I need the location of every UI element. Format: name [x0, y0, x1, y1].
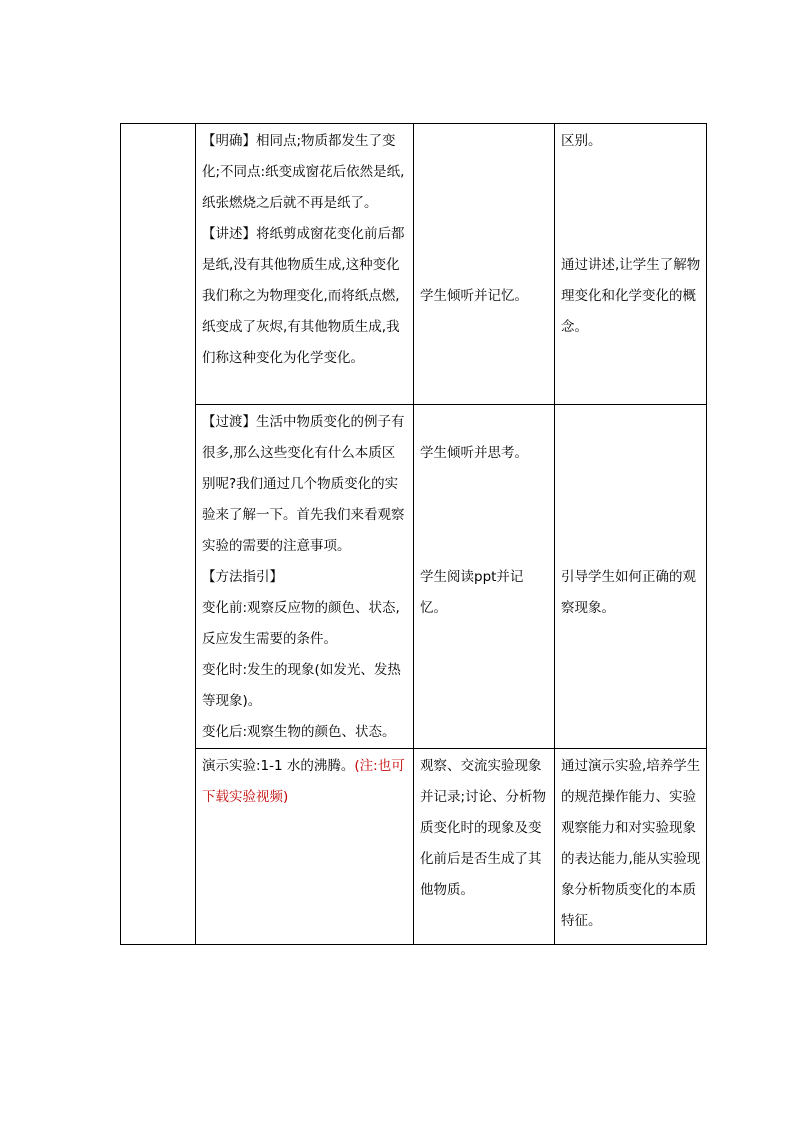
student-text: 观察、交流实验现象并记录;讨论、分析物质变化时的现象及变化前后是否生成了其他物质。 [420, 758, 547, 898]
demo-experiment-text: 演示实验:1-1 水的沸腾。 [202, 758, 355, 774]
design-intent-cell [555, 749, 707, 945]
teacher-text: 【讲述】将纸剪成窗花变化前后都是纸,没有其他物质生成,这种变化我们称之为物理变化,而将纸点燃,纸变成了灰烬,有其他物质生成,我们称这种变化为化学变化。 [202, 226, 405, 366]
teacher-text: 【过渡】生活中物质变化的例子有很多,那么这些变化有什么本质区别呢?我们通过几个物质变化的实验来了解一下。首先我们来看观察实验的需要的注意事项。 [202, 414, 405, 554]
table-row [121, 124, 707, 405]
student-text: 学生阅读ppt并记忆。 [420, 569, 524, 616]
teacher-activity-cell [196, 405, 414, 749]
note-text: (注:也可下载实验视频) [202, 758, 405, 805]
student-activity-cell [414, 405, 555, 749]
teacher-text: 【明确】相同点;物质都发生了变化;不同点:纸变成窗花后依然是纸,纸张燃烧之后就不再是纸了。 [202, 133, 405, 211]
table-row [121, 405, 707, 749]
teacher-text: 变化前:观察反应物的颜色、状态,反应发生需要的条件。 [202, 600, 400, 647]
design-intent-cell [555, 124, 707, 405]
teacher-activity-cell [196, 124, 414, 405]
intent-text: 区别。 [561, 133, 602, 149]
intent-text: 通过讲述,让学生了解物理变化和化学变化的概念。 [561, 257, 701, 335]
teacher-text: 变化后:观察生物的颜色、状态。 [202, 724, 396, 740]
intent-text: 引导学生如何正确的观察现象。 [561, 569, 696, 616]
student-text: 学生倾听并记忆。 [420, 288, 528, 304]
student-activity-cell [414, 124, 555, 405]
table-row [121, 749, 707, 945]
student-text: 学生倾听并思考。 [420, 445, 528, 461]
design-intent-cell [555, 405, 707, 749]
teacher-text: 变化时:发生的现象(如发光、发热等现象)。 [202, 662, 401, 709]
lesson-plan-table [120, 123, 707, 945]
teacher-text: 【方法指引】 [202, 569, 283, 585]
teacher-activity-cell [196, 749, 414, 945]
intent-text: 通过演示实验,培养学生的规范操作能力、实验观察能力和对实验现象的表达能力,能从实验现象分析物质变化的本质特征。 [561, 758, 701, 929]
stage-cell [121, 124, 196, 945]
student-activity-cell [414, 749, 555, 945]
